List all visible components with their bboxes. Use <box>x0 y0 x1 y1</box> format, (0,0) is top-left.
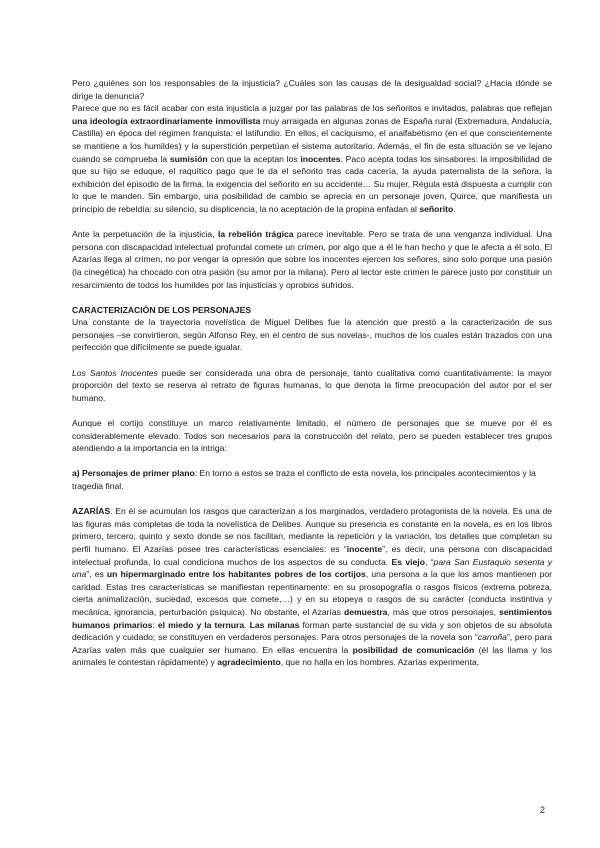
text-run: : En torno a estos se traza el conflicto de esta novela, los principales acontecimientos y la tragedia final. <box>72 468 536 491</box>
bold-run: a) Personajes de primer plano <box>72 468 195 479</box>
paragraph-cortijo: Aunque el cortijo constituye un marco relativamente limitado, el número de personajes que se mueve por él es considerablemente elevado. Todos son necesarios para la construcción del relato, pero se pueden establecer tres grupos atendiendo a la importancia en la intriga: <box>72 418 552 454</box>
text-run: . <box>244 619 250 630</box>
bold-run: inocente <box>346 543 383 554</box>
text-run: Parece que no es fácil acabar con esta injusticia a juzgar por las palabras de los señoritos e invitados, palabras que reflejan <box>72 103 552 114</box>
bold-run: señorito <box>419 203 454 214</box>
paragraph-obra-personaje <box>72 367 552 405</box>
italic-run: para San Eustaquio sesenta y una <box>72 556 552 580</box>
text-run: Ante la perpetuación de la injusticia, <box>72 229 218 240</box>
bold-run: el miedo y la ternura <box>157 619 245 630</box>
document-body <box>72 77 552 669</box>
bold-run: posibilidad de comunicación <box>352 644 475 655</box>
italic-run: Los Santos Inocentes <box>72 367 158 378</box>
text-run: ”, pero para Azarías valen más que cualquier ser humano. En ellas encuentra la <box>72 632 552 655</box>
bold-run: la rebelión trágica <box>217 229 294 240</box>
intro-questions: Pero ¿quiénes son los responsables de la injusticia? ¿Cuáles son las causas de la desigualdad social? ¿Hacia dónde se dirige la denuncia? <box>72 78 552 101</box>
paragraph-delibes: Una constante de la trayectoria novelística de Miguel Delibes fue la atención que prestó a la caracterización de sus personajes –se convirtieron, según Alfonso Rey, en el centro de sus novelas-, muchos de los cuales están trazados con una perfección que difícilmente se puede igualar. <box>72 317 552 353</box>
text-run: forman parte sustancial de su vida y son objetos de su absoluta dedicación y cuidado; se constituyen en verdaderos personajes. Para otros personajes de la novela son “ <box>72 619 553 643</box>
text-run: ”, es <box>86 569 107 580</box>
text-run: . <box>453 203 456 214</box>
text-run: . Paco acepta todas los sinsabores: la imposibilidad de que su hijo se eduque, el raquítico pago que le da el señorito tras cada cacería, la ayuda paternalista de la señora, la exhibición del episodio de la firma, la exigencia del señorito en su accidente… Su mujer, Régula está dispuesta a cumplir con lo que le manden. Sin embargo, una posibilidad de cambio se aprecia en un personaje joven, Quirce, que manifiesta un principio de rebeldía: su silencio, su displicencia, la no aceptación de la propina enfadan al <box>72 153 552 214</box>
bold-run: un hipermarginado entre los habitantes pobres de los cortijos <box>106 569 366 580</box>
text-run: , que no halla en los hombres. Azarías experimenta, <box>280 657 479 668</box>
bold-run: una ideología extraordinariamente inmovilista <box>72 115 261 126</box>
text-run: (él las llama y los animales le contestan rápidamente) y <box>72 644 552 668</box>
bold-run: Las milanas <box>249 619 300 630</box>
text-run: muy arraigada en algunas zonas de España rural (Extremadura, Andalucía, Castilla) en época del régimen franquista: el latifundio. En ellos, el caciquismo, el analfabetismo (en el que conscientemente se mantiene a los humildes) y la superstición perpetúan el sistema autoritario. Además, el fin de esta situación se ve lejano cuando se comprueba la <box>72 115 552 164</box>
paragraph-azarias <box>72 505 552 669</box>
text-run: , más que otros personajes, <box>387 606 499 617</box>
text-run: , una persona a la que los amos mantienen por caridad. Estas tres características se manifiestan repentinamente: en su prosopografía o rasgos físicos (extrema pobreza, cierta animalización, suciedad, excesos que comete,…) y en su etopeya o rasgos de su carácter (conducta instintiva y mecánica, ignorancia, perturbación psíquica). No obstante, el Azarías <box>72 569 552 617</box>
bold-run: sentimientos humanos primarios <box>72 606 552 630</box>
bold-run: AZARÍAS <box>72 506 111 517</box>
text-run: parece inevitable. Pero se trata de una venganza individual. Una persona con discapacidad intelectual profundal comete un crimen, por algo que a él le han hecho y que le afecta a él solo. El Azarías llega al crimen, no por vengar la opresión que sobre los inocentes ejercen los señores, sino solo porque una pasión (la cinegética) ha chocado con otra pasión (su amor por la milana). Pero al lector este crimen le parece justo por constituir un resarcimiento de todos los humildes por las injusticias y oprobios sufridos. <box>72 229 552 290</box>
page-number: 2 <box>540 805 546 815</box>
bold-run: sumisión <box>169 153 208 164</box>
bold-run: Es viejo <box>391 556 425 567</box>
paragraph-primer-plano <box>72 467 552 492</box>
italic-run: carroña <box>477 632 507 643</box>
text-run: con que la aceptan los <box>207 153 301 164</box>
text-run: ”, es decir, una persona con discapacidad intelectual profunda, lo cual condiciona muchos de los aspectos de su conducta. <box>72 543 552 567</box>
paragraph-ideologia <box>72 102 552 215</box>
text-run: puede ser considerada una obra de personaje, tanto cualitativa como cuantitativamente: la mayor proporción del texto se reserva al retrato de figuras humanas, lo que denota la firme preocupación del autor por el ser humano. <box>72 367 553 403</box>
bold-run: inocentes <box>300 153 341 164</box>
text-run: : <box>152 619 158 630</box>
bold-run: demuestra <box>343 606 388 617</box>
text-run: . En él se acumulan los rasgos que caracterizan a los marginados, verdadero protagonista de la novela. Es una de las figuras más completas de toda la novelística de Delibes. Aunque su presencia es constante en la novela, es en los libros primero, tercero, quinto y sexto donde se nos facilitan, mediante la repetición y la variación, los detalles que completan su perfil humano. El Azarías posee tres características esenciales: es “ <box>72 506 552 554</box>
section-heading: CARACTERIZACIÓN DE LOS PERSONAJES <box>72 304 252 315</box>
bold-run: agradecimiento <box>217 657 281 668</box>
text-run: , “ <box>424 556 434 567</box>
paragraph-rebelion <box>72 228 552 291</box>
